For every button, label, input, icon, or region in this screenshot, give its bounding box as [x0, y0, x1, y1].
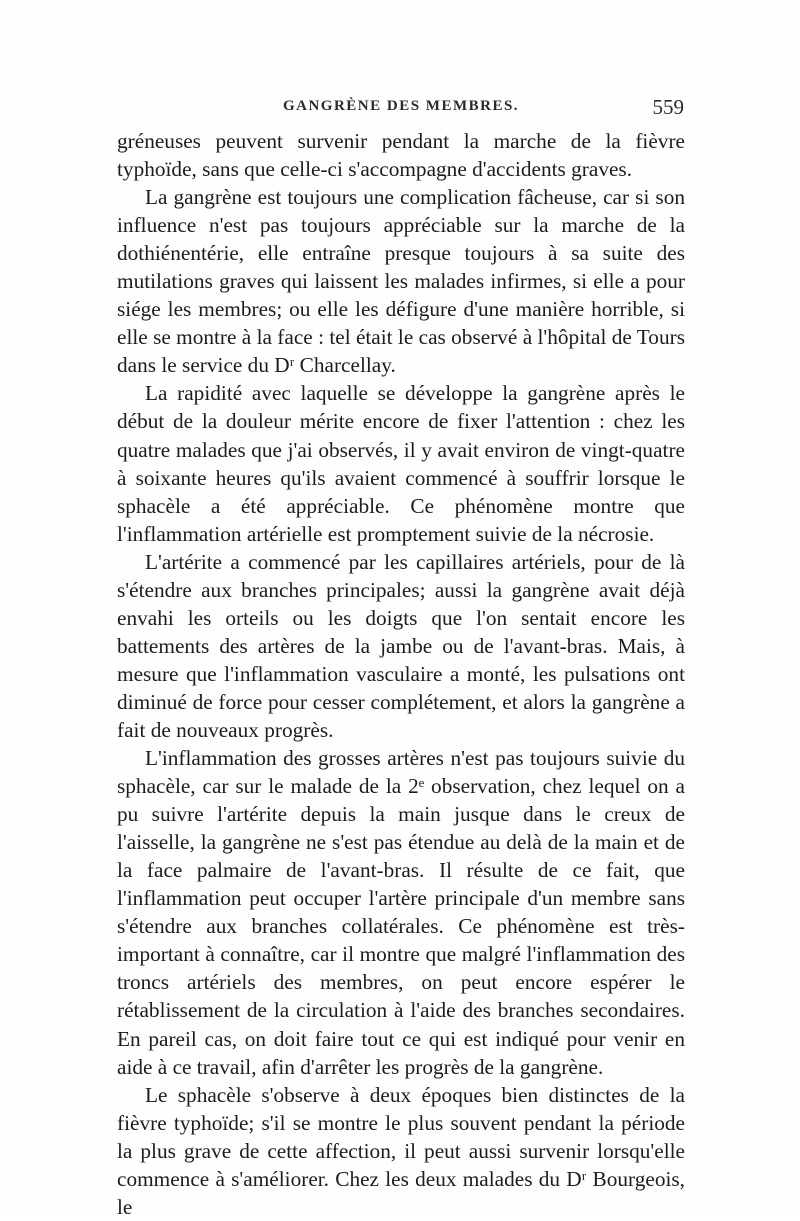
- paragraph: La gangrène est toujours une complication fâcheuse, car si son influence n'est pas toujours appréciable sur la marche de la dothiénentérie, elle entraîne presque toujours à sa suite des mutilations graves qui laissent les malades infirmes, si elle a pour siége les membres; ou elle les défigure d'une manière horrible, si elle se montre à la face : tel était le cas observé à l'hôpital de Tours dans le service du Dʳ Charcellay.: [117, 185, 685, 378]
- paragraph: L'artérite a commencé par les capillaires artériels, pour de là s'étendre aux branches principales; aussi la gangrène avait déjà envahi les orteils ou les doigts que l'on sentait encore les battements des artères de la jambe ou de l'avant-bras. Mais, à mesure que l'inflammation vasculaire a monté, les pulsations ont diminué de force pour cesser complétement, et alors la gangrène a fait de nouveaux progrès.: [117, 549, 685, 742]
- page-number: 559: [652, 95, 684, 119]
- running-head: [118, 95, 684, 122]
- paragraph: La rapidité avec laquelle se développe la gangrène après le début de la douleur mérite encore de fixer l'attention : chez les quatre malades que j'ai observés, il y avait environ de vingt-quatre à soixante heures qu'ils avaient commencé à souffrir lorsque le sphacèle a été appréciable. Ce phénomène montre que l'inflammation artérielle est promptement suivie de la nécrosie.: [117, 381, 685, 546]
- body-text: [117, 127, 685, 1221]
- running-title: GANGRÈNE DES MEMBRES.: [282, 98, 520, 114]
- paragraph: L'inflammation des grosses artères n'est pas toujours suivie du sphacèle, car sur le malade de la 2ᵉ observation, chez lequel on a pu suivre l'artérite depuis la main jusque dans le creux de l'aisselle, la gangrène ne s'est pas étendue au delà de la main et de la face palmaire de l'avant-bras. Il résulte de ce fait, que l'inflammation peut occuper l'artère principale d'un membre sans s'étendre aux branches collatérales. Ce phénomène est très-important à connaître, car il montre que malgré l'inflammation des troncs artériels des membres, on peut encore espérer le rétablissement de la circulation à l'aide des branches secondaires. En pareil cas, on doit faire tout ce qui est indiqué pour venir en aide à ce travail, afin d'arrêter les progrès de la gangrène.: [117, 746, 685, 1079]
- paragraph: Le sphacèle s'observe à deux époques bien distinctes de la fièvre typhoïde; s'il se montre le plus souvent pendant la période la plus grave de cette affection, il peut aussi survenir lorsqu'elle commence à s'améliorer. Chez les deux malades du Dʳ Bourgeois, le: [117, 1082, 685, 1219]
- paragraph-continuation: gréneuses peuvent survenir pendant la marche de la fièvre typhoïde, sans que celle-ci s'accompagne d'accidents graves.: [117, 129, 685, 182]
